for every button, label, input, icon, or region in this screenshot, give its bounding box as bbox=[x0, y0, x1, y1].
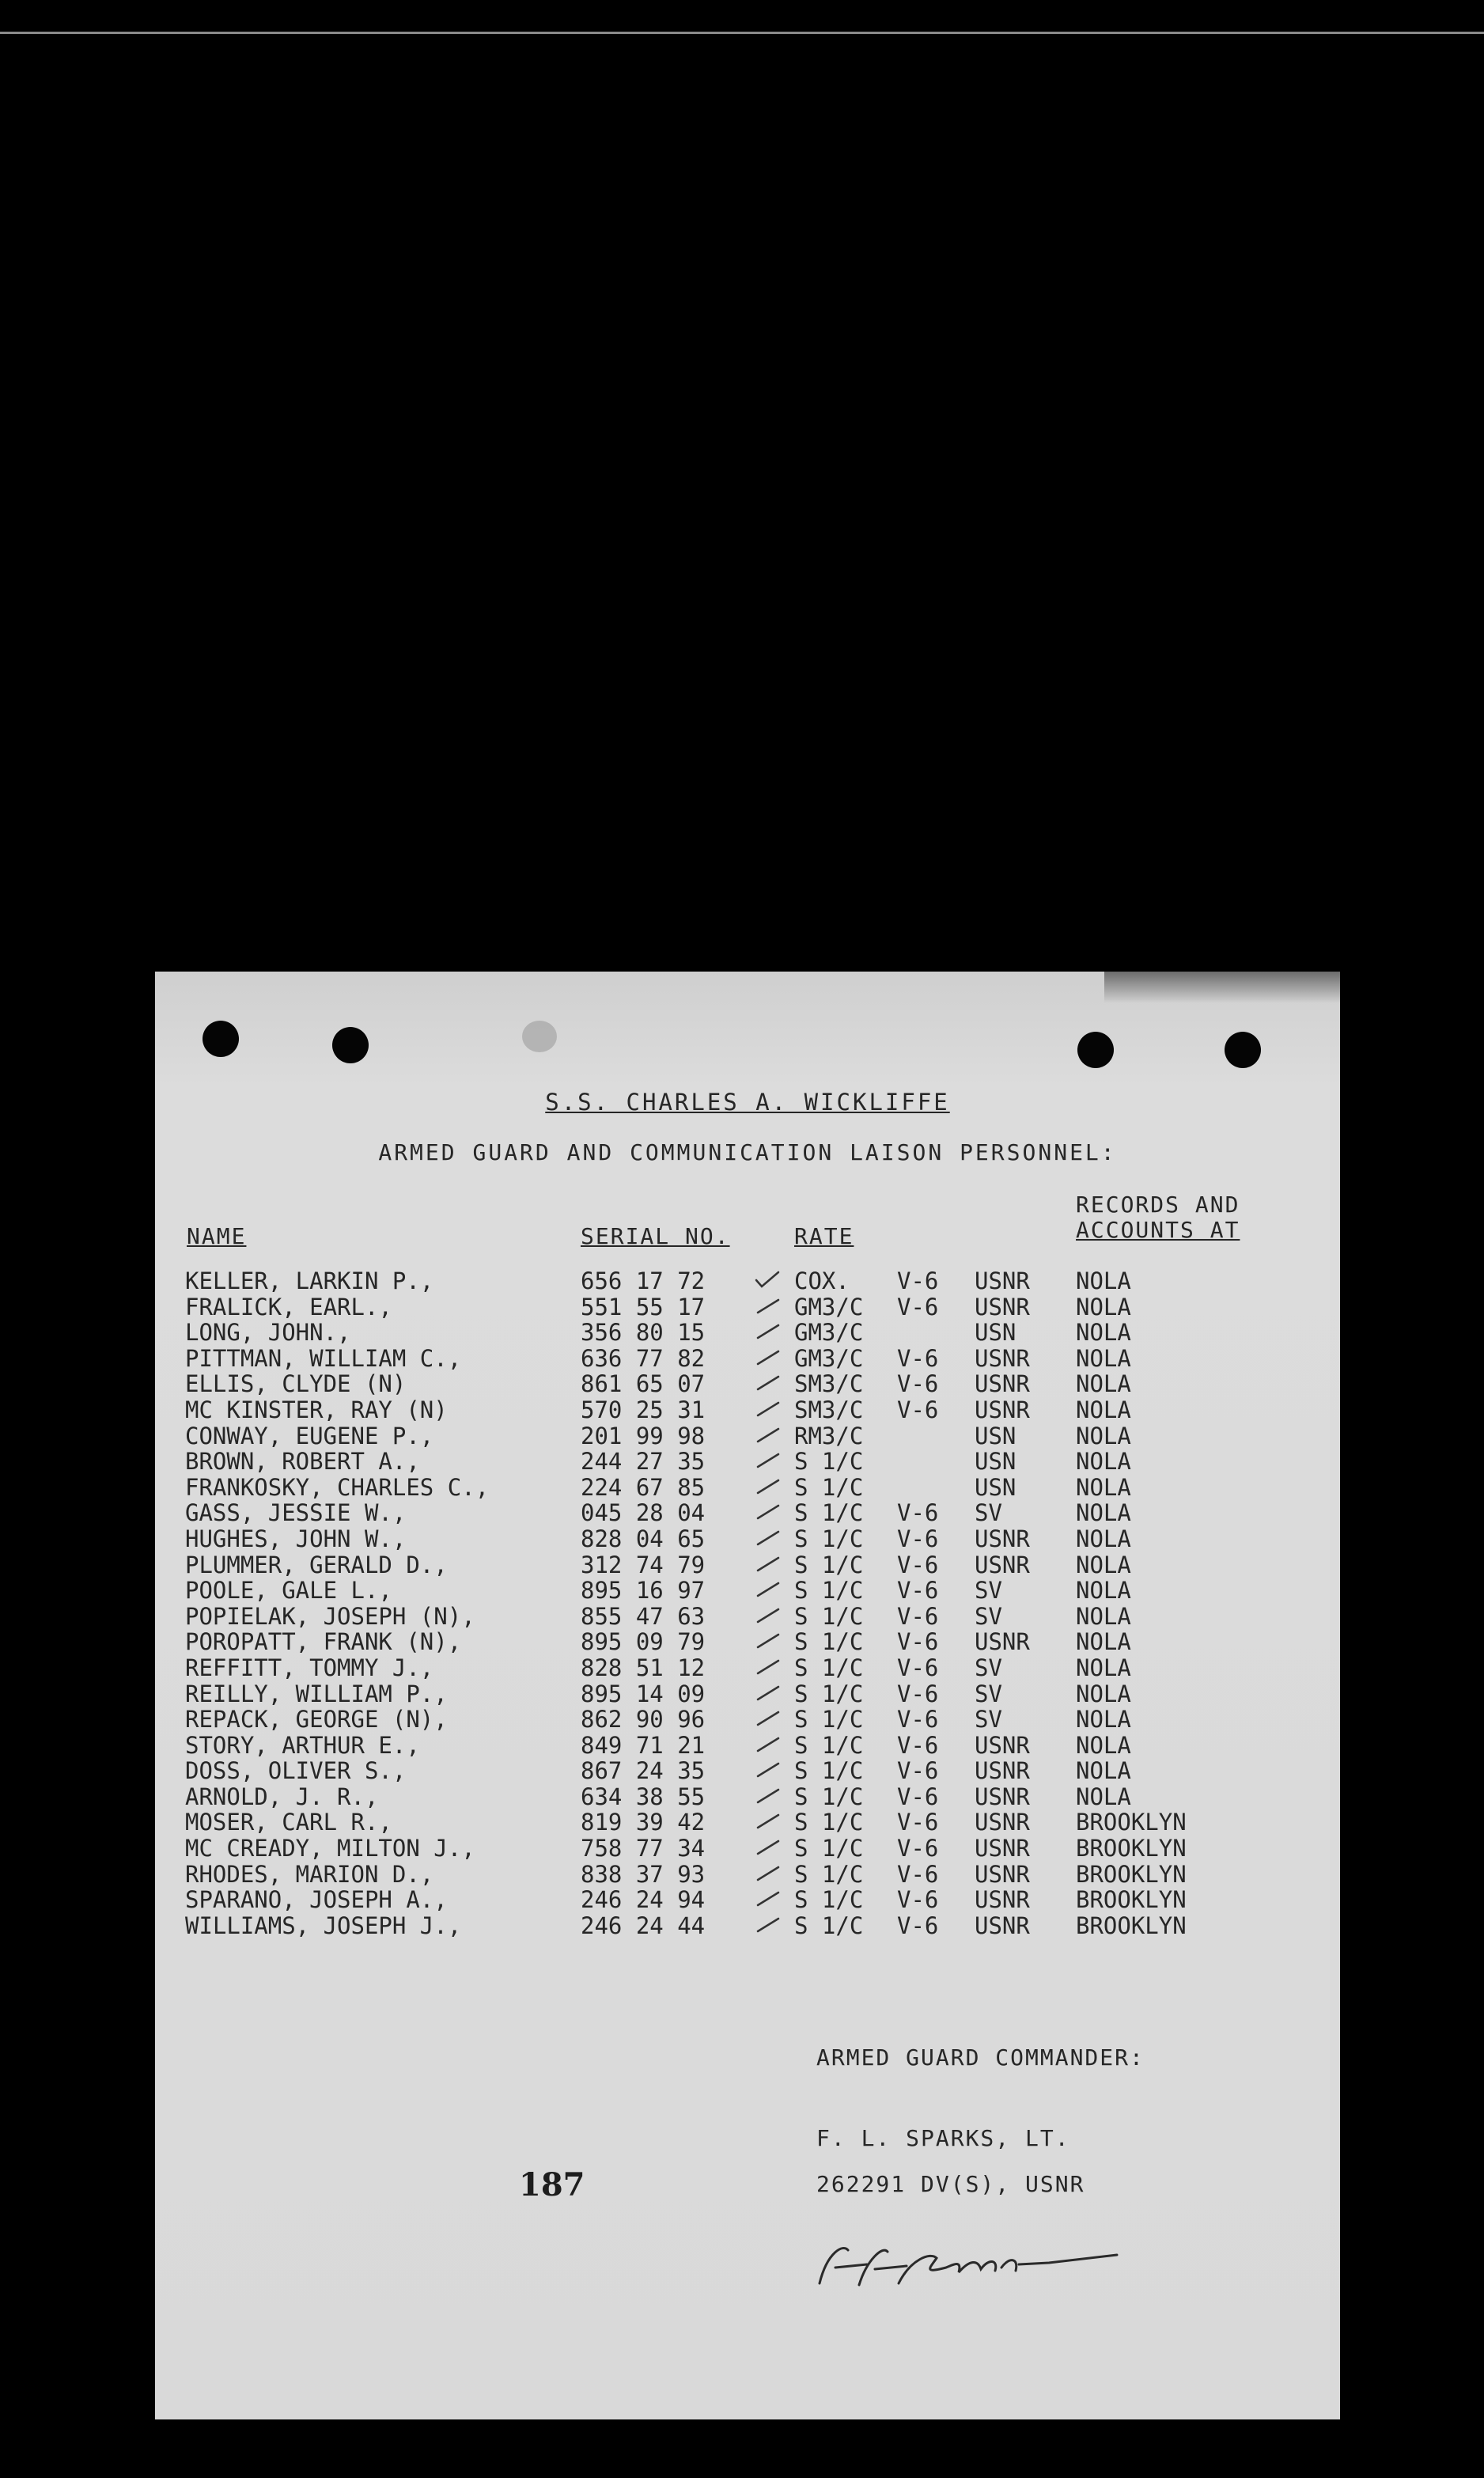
person-name: ELLIS, CLYDE (N) bbox=[185, 1370, 407, 1398]
person-branch: USNR bbox=[975, 1396, 1030, 1423]
person-records: NOLA bbox=[1076, 1602, 1131, 1630]
person-serial: 045 28 04 bbox=[581, 1499, 706, 1527]
person-class: V-6 bbox=[897, 1628, 939, 1656]
punch-hole-4 bbox=[1225, 1032, 1261, 1068]
person-records: NOLA bbox=[1076, 1473, 1131, 1501]
person-branch: USNR bbox=[975, 1860, 1030, 1888]
checkmark-icon bbox=[755, 1322, 782, 1339]
person-serial: 895 14 09 bbox=[581, 1680, 706, 1707]
person-class: V-6 bbox=[897, 1551, 939, 1578]
person-name: STORY, ARTHUR E., bbox=[185, 1731, 420, 1759]
person-branch: USN bbox=[975, 1473, 1016, 1501]
person-name: REILLY, WILLIAM P., bbox=[185, 1680, 448, 1707]
person-records: NOLA bbox=[1076, 1525, 1131, 1552]
person-serial: 246 24 44 bbox=[581, 1912, 706, 1939]
document-title: S.S. CHARLES A. WICKLIFFE bbox=[545, 1089, 950, 1116]
person-records: NOLA bbox=[1076, 1344, 1131, 1372]
header-rate: RATE bbox=[794, 1223, 854, 1249]
person-rate: S 1/C bbox=[794, 1731, 864, 1759]
person-branch: USNR bbox=[975, 1757, 1030, 1785]
person-serial: 862 90 96 bbox=[581, 1706, 706, 1733]
paper-smudge bbox=[522, 1021, 557, 1052]
page-number: 187 bbox=[519, 2166, 585, 2203]
person-class: V-6 bbox=[897, 1602, 939, 1630]
person-serial: 838 37 93 bbox=[581, 1860, 706, 1888]
person-records: NOLA bbox=[1076, 1680, 1131, 1707]
person-class: V-6 bbox=[897, 1706, 939, 1733]
person-rate: SM3/C bbox=[794, 1396, 864, 1423]
person-serial: 224 67 85 bbox=[581, 1473, 706, 1501]
person-class: V-6 bbox=[897, 1344, 939, 1372]
person-name: LONG, JOHN., bbox=[185, 1319, 351, 1347]
checkmark-icon bbox=[755, 1477, 782, 1495]
commander-serial: 262291 DV(S), USNR bbox=[816, 2171, 1085, 2197]
person-name: MC CREADY, MILTON J., bbox=[185, 1835, 475, 1862]
person-class: V-6 bbox=[897, 1370, 939, 1398]
person-name: POOLE, GALE L., bbox=[185, 1577, 392, 1605]
person-branch: SV bbox=[975, 1706, 1002, 1733]
person-class: V-6 bbox=[897, 1835, 939, 1862]
punch-hole-1 bbox=[203, 1021, 239, 1057]
checkmark-icon bbox=[755, 1606, 782, 1624]
document-subtitle: ARMED GUARD AND COMMUNICATION LAISON PERSONNEL: bbox=[378, 1139, 1117, 1165]
person-name: REFFITT, TOMMY J., bbox=[185, 1654, 434, 1681]
checkmark-icon bbox=[755, 1580, 782, 1597]
punch-hole-2 bbox=[332, 1027, 369, 1063]
person-records: BROOKLYN bbox=[1076, 1912, 1187, 1939]
checkmark-icon bbox=[755, 1426, 782, 1443]
person-class: V-6 bbox=[897, 1396, 939, 1423]
checkmark-icon bbox=[755, 1502, 782, 1520]
checkmark-icon bbox=[755, 1760, 782, 1778]
person-branch: USNR bbox=[975, 1783, 1030, 1810]
person-branch: SV bbox=[975, 1577, 1002, 1605]
person-class: V-6 bbox=[897, 1680, 939, 1707]
person-serial: 828 51 12 bbox=[581, 1654, 706, 1681]
person-records: NOLA bbox=[1076, 1783, 1131, 1810]
person-rate: S 1/C bbox=[794, 1680, 864, 1707]
person-rate: S 1/C bbox=[794, 1577, 864, 1605]
person-rate: S 1/C bbox=[794, 1654, 864, 1681]
person-records: NOLA bbox=[1076, 1293, 1131, 1320]
checkmark-icon bbox=[755, 1864, 782, 1881]
person-branch: USNR bbox=[975, 1370, 1030, 1398]
person-rate: RM3/C bbox=[794, 1422, 864, 1449]
person-records: NOLA bbox=[1076, 1448, 1131, 1476]
person-branch: SV bbox=[975, 1680, 1002, 1707]
header-serial: SERIAL NO. bbox=[581, 1223, 730, 1249]
person-rate: S 1/C bbox=[794, 1783, 864, 1810]
person-records: NOLA bbox=[1076, 1577, 1131, 1605]
person-serial: 356 80 15 bbox=[581, 1319, 706, 1347]
person-branch: USNR bbox=[975, 1835, 1030, 1862]
person-records: BROOKLYN bbox=[1076, 1860, 1187, 1888]
document-page bbox=[155, 972, 1340, 2419]
person-records: NOLA bbox=[1076, 1757, 1131, 1785]
header-records-line2: ACCOUNTS AT bbox=[1076, 1217, 1240, 1243]
person-records: NOLA bbox=[1076, 1706, 1131, 1733]
person-name: REPACK, GEORGE (N), bbox=[185, 1706, 448, 1733]
commander-signature bbox=[812, 2236, 1120, 2299]
checkmark-icon bbox=[755, 1451, 782, 1468]
person-records: BROOKLYN bbox=[1076, 1886, 1187, 1914]
scan-top-edge-line bbox=[0, 32, 1484, 34]
person-name: FRALICK, EARL., bbox=[185, 1293, 392, 1320]
person-records: BROOKLYN bbox=[1076, 1835, 1187, 1862]
person-rate: GM3/C bbox=[794, 1344, 864, 1372]
person-serial: 570 25 31 bbox=[581, 1396, 706, 1423]
person-rate: S 1/C bbox=[794, 1473, 864, 1501]
person-name: MOSER, CARL R., bbox=[185, 1809, 392, 1836]
person-branch: USNR bbox=[975, 1886, 1030, 1914]
person-class: V-6 bbox=[897, 1293, 939, 1320]
checkmark-icon bbox=[755, 1735, 782, 1752]
person-rate: SM3/C bbox=[794, 1370, 864, 1398]
person-class: V-6 bbox=[897, 1525, 939, 1552]
person-rate: S 1/C bbox=[794, 1706, 864, 1733]
person-records: NOLA bbox=[1076, 1499, 1131, 1527]
person-serial: 312 74 79 bbox=[581, 1551, 706, 1578]
person-branch: USN bbox=[975, 1448, 1016, 1476]
person-serial: 895 09 79 bbox=[581, 1628, 706, 1656]
header-name: NAME bbox=[187, 1223, 247, 1249]
person-name: WILLIAMS, JOSEPH J., bbox=[185, 1912, 462, 1939]
checkmark-icon bbox=[755, 1529, 782, 1546]
person-serial: 656 17 72 bbox=[581, 1267, 706, 1294]
person-rate: S 1/C bbox=[794, 1628, 864, 1656]
checkmark-icon bbox=[755, 1555, 782, 1572]
checkmark-icon bbox=[755, 1787, 782, 1804]
checkmark-icon bbox=[755, 1271, 782, 1288]
person-rate: COX. bbox=[794, 1267, 850, 1294]
commander-label: ARMED GUARD COMMANDER: bbox=[816, 2044, 1145, 2071]
checkmark-icon bbox=[755, 1297, 782, 1314]
person-name: MC KINSTER, RAY (N) bbox=[185, 1396, 448, 1423]
person-class: V-6 bbox=[897, 1499, 939, 1527]
checkmark-icon bbox=[755, 1374, 782, 1391]
person-serial: 828 04 65 bbox=[581, 1525, 706, 1552]
checkmark-icon bbox=[755, 1709, 782, 1726]
header-records-line1: RECORDS AND bbox=[1076, 1192, 1240, 1218]
person-name: KELLER, LARKIN P., bbox=[185, 1267, 434, 1294]
person-name: PLUMMER, GERALD D., bbox=[185, 1551, 448, 1578]
person-name: GASS, JESSIE W., bbox=[185, 1499, 407, 1527]
person-serial: 819 39 42 bbox=[581, 1809, 706, 1836]
person-name: PITTMAN, WILLIAM C., bbox=[185, 1344, 462, 1372]
person-class: V-6 bbox=[897, 1860, 939, 1888]
person-class: V-6 bbox=[897, 1757, 939, 1785]
person-rate: S 1/C bbox=[794, 1602, 864, 1630]
person-class: V-6 bbox=[897, 1577, 939, 1605]
punch-hole-3 bbox=[1077, 1032, 1114, 1068]
person-serial: 551 55 17 bbox=[581, 1293, 706, 1320]
person-name: POROPATT, FRANK (N), bbox=[185, 1628, 462, 1656]
person-class: V-6 bbox=[897, 1267, 939, 1294]
person-rate: GM3/C bbox=[794, 1319, 864, 1347]
checkmark-icon bbox=[755, 1658, 782, 1675]
checkmark-icon bbox=[755, 1631, 782, 1649]
person-name: RHODES, MARION D., bbox=[185, 1860, 434, 1888]
person-serial: 855 47 63 bbox=[581, 1602, 706, 1630]
person-name: SPARANO, JOSEPH A., bbox=[185, 1886, 448, 1914]
person-branch: SV bbox=[975, 1499, 1002, 1527]
person-records: NOLA bbox=[1076, 1267, 1131, 1294]
person-serial: 758 77 34 bbox=[581, 1835, 706, 1862]
person-rate: S 1/C bbox=[794, 1448, 864, 1476]
person-class: V-6 bbox=[897, 1783, 939, 1810]
person-class: V-6 bbox=[897, 1912, 939, 1939]
person-class: V-6 bbox=[897, 1731, 939, 1759]
person-records: BROOKLYN bbox=[1076, 1809, 1187, 1836]
person-serial: 867 24 35 bbox=[581, 1757, 706, 1785]
person-name: ARNOLD, J. R., bbox=[185, 1783, 379, 1810]
person-serial: 849 71 21 bbox=[581, 1731, 706, 1759]
person-records: NOLA bbox=[1076, 1551, 1131, 1578]
person-rate: S 1/C bbox=[794, 1757, 864, 1785]
person-serial: 201 99 98 bbox=[581, 1422, 706, 1449]
person-rate: S 1/C bbox=[794, 1835, 864, 1862]
checkmark-icon bbox=[755, 1684, 782, 1701]
person-serial: 244 27 35 bbox=[581, 1448, 706, 1476]
person-records: NOLA bbox=[1076, 1628, 1131, 1656]
person-rate: S 1/C bbox=[794, 1912, 864, 1939]
person-name: POPIELAK, JOSEPH (N), bbox=[185, 1602, 475, 1630]
person-records: NOLA bbox=[1076, 1731, 1131, 1759]
person-branch: USNR bbox=[975, 1912, 1030, 1939]
person-rate: S 1/C bbox=[794, 1525, 864, 1552]
checkmark-icon bbox=[755, 1400, 782, 1417]
person-name: FRANKOSKY, CHARLES C., bbox=[185, 1473, 490, 1501]
person-class: V-6 bbox=[897, 1809, 939, 1836]
person-class: V-6 bbox=[897, 1886, 939, 1914]
person-name: BROWN, ROBERT A., bbox=[185, 1448, 420, 1476]
person-branch: SV bbox=[975, 1654, 1002, 1681]
person-branch: USNR bbox=[975, 1293, 1030, 1320]
person-records: NOLA bbox=[1076, 1422, 1131, 1449]
person-serial: 861 65 07 bbox=[581, 1370, 706, 1398]
person-serial: 634 38 55 bbox=[581, 1783, 706, 1810]
person-name: CONWAY, EUGENE P., bbox=[185, 1422, 434, 1449]
checkmark-icon bbox=[755, 1348, 782, 1366]
person-rate: S 1/C bbox=[794, 1809, 864, 1836]
person-branch: USN bbox=[975, 1422, 1016, 1449]
person-branch: USNR bbox=[975, 1809, 1030, 1836]
person-serial: 895 16 97 bbox=[581, 1577, 706, 1605]
person-serial: 246 24 94 bbox=[581, 1886, 706, 1914]
checkmark-icon bbox=[755, 1812, 782, 1829]
person-records: NOLA bbox=[1076, 1370, 1131, 1398]
checkmark-icon bbox=[755, 1915, 782, 1933]
checkmark-icon bbox=[755, 1889, 782, 1907]
person-rate: S 1/C bbox=[794, 1886, 864, 1914]
person-class: V-6 bbox=[897, 1654, 939, 1681]
person-branch: USNR bbox=[975, 1551, 1030, 1578]
person-name: DOSS, OLIVER S., bbox=[185, 1757, 407, 1785]
person-branch: USNR bbox=[975, 1731, 1030, 1759]
torn-top-edge bbox=[1104, 972, 1340, 1003]
person-serial: 636 77 82 bbox=[581, 1344, 706, 1372]
person-branch: USN bbox=[975, 1319, 1016, 1347]
person-rate: S 1/C bbox=[794, 1860, 864, 1888]
person-branch: SV bbox=[975, 1602, 1002, 1630]
person-records: NOLA bbox=[1076, 1654, 1131, 1681]
person-rate: S 1/C bbox=[794, 1499, 864, 1527]
checkmark-icon bbox=[755, 1838, 782, 1855]
person-records: NOLA bbox=[1076, 1319, 1131, 1347]
person-name: HUGHES, JOHN W., bbox=[185, 1525, 407, 1552]
person-rate: S 1/C bbox=[794, 1551, 864, 1578]
commander-name: F. L. SPARKS, LT. bbox=[816, 2125, 1070, 2151]
person-branch: USNR bbox=[975, 1344, 1030, 1372]
person-branch: USNR bbox=[975, 1628, 1030, 1656]
person-rate: GM3/C bbox=[794, 1293, 864, 1320]
person-branch: USNR bbox=[975, 1525, 1030, 1552]
person-branch: USNR bbox=[975, 1267, 1030, 1294]
person-records: NOLA bbox=[1076, 1396, 1131, 1423]
